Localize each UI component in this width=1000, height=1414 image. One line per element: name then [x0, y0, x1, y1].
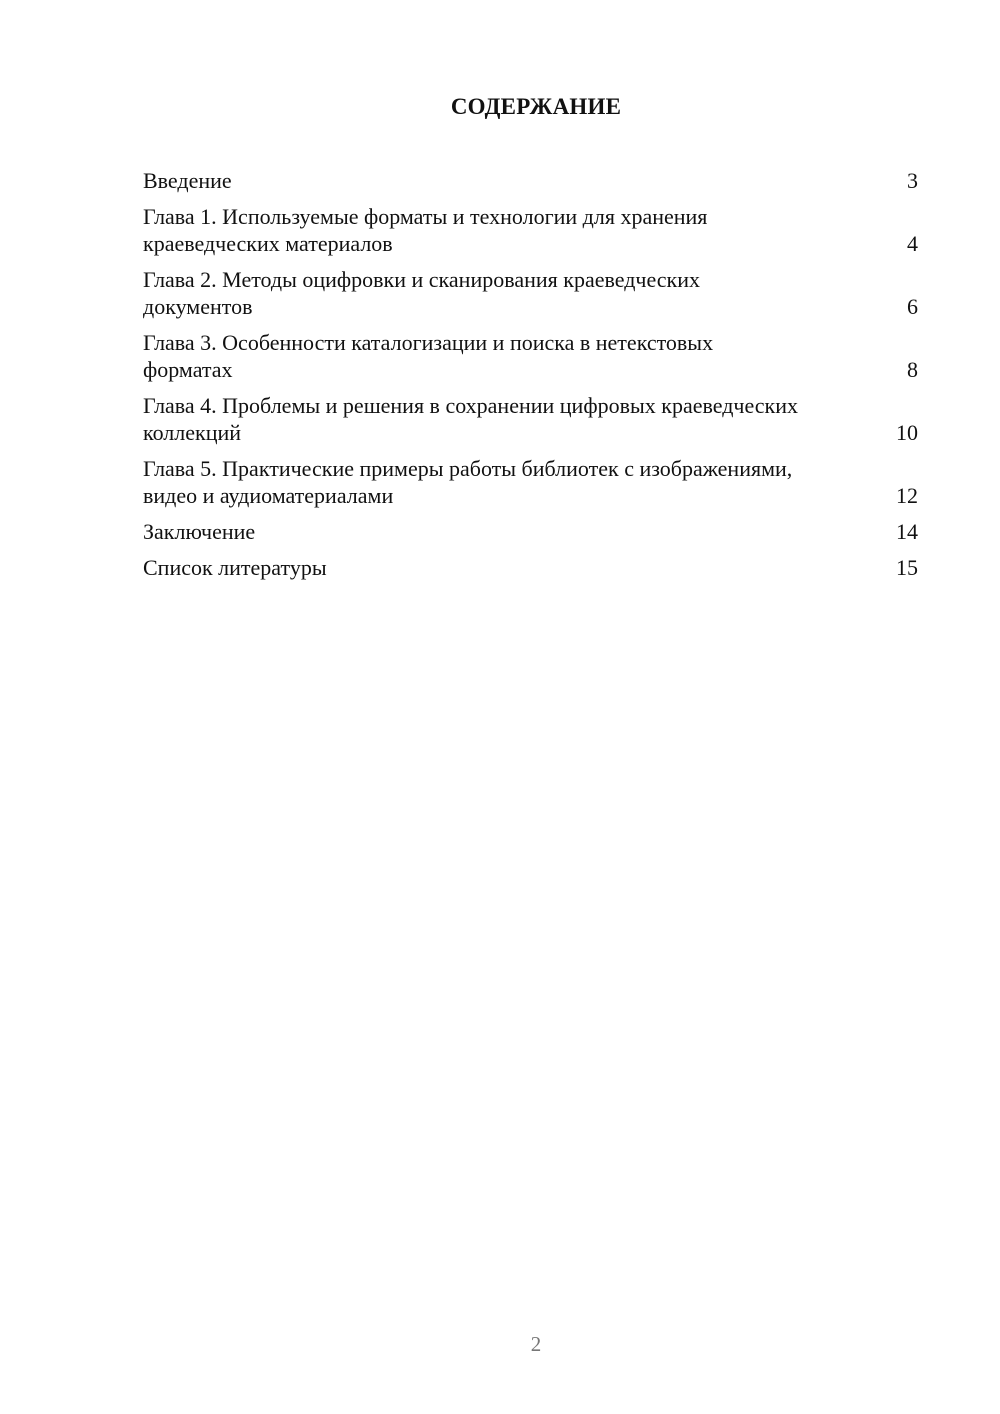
toc-entry-title: Список литературы [143, 555, 327, 580]
toc-entry-page: 12 [896, 483, 918, 508]
toc-entry-chapter-5 [143, 455, 918, 509]
toc-entry-page: 15 [896, 555, 918, 580]
toc-entry-title: Глава 2. Методы оцифровки и сканирования краеведческих документов [143, 267, 701, 319]
toc-entry-title: Глава 5. Практические примеры работы библиотек с изображениями, видео и аудиоматериалами [143, 456, 793, 508]
toc-entry-page: 14 [896, 519, 918, 544]
toc-entry-conclusion [143, 518, 918, 545]
toc-entry-title: Глава 4. Проблемы и решения в сохранении цифровых краеведческих коллекций [143, 393, 799, 445]
page-title: СОДЕРЖАНИЕ [450, 94, 622, 119]
toc-entry-title: Глава 3. Особенности каталогизации и поиска в нетекстовых форматах [143, 330, 714, 382]
toc-entry-chapter-3 [143, 329, 918, 383]
toc-entry-page: 10 [896, 420, 918, 445]
table-of-contents [143, 167, 918, 590]
toc-entry-page: 3 [907, 168, 918, 193]
toc-entry-title: Глава 1. Используемые форматы и технологии для хранения краеведческих материалов [143, 204, 708, 256]
toc-entry-title: Введение [143, 168, 232, 193]
toc-entry-page: 4 [907, 231, 918, 256]
toc-entry-introduction [143, 167, 918, 194]
toc-entry-page: 8 [907, 357, 918, 382]
page-number: 2 [530, 1332, 542, 1356]
toc-entry-page: 6 [907, 294, 918, 319]
toc-entry-title: Заключение [143, 519, 256, 544]
toc-entry-chapter-2 [143, 266, 918, 320]
toc-entry-chapter-1 [143, 203, 918, 257]
toc-entry-bibliography [143, 554, 918, 581]
toc-entry-chapter-4 [143, 392, 918, 446]
